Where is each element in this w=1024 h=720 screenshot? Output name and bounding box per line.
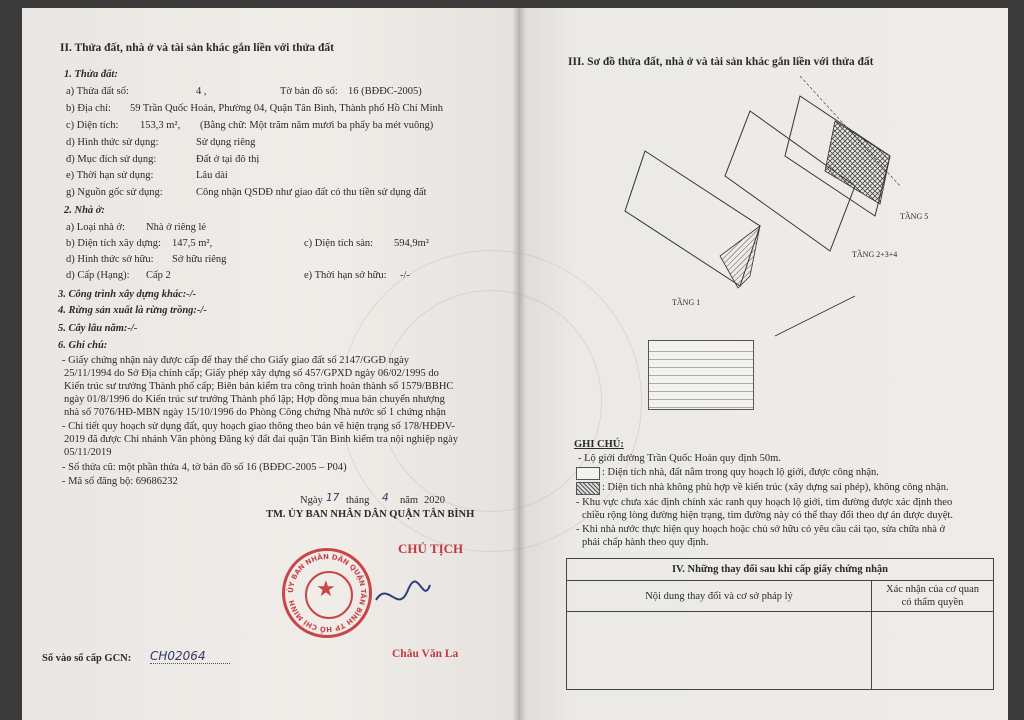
own-term-value: -/- [400,270,410,281]
own-term-label: e) Thời hạn sở hữu: [304,270,387,281]
origin-label: g) Nguồn gốc sử dụng: [66,187,163,198]
legend-line: : Diện tích nhà không phù hợp về kiến trúc (xây dựng sai phép), không công nhận. [602,482,949,493]
term-label: e) Thời hạn sử dụng: [66,170,154,181]
signer-name: Châu Văn La [392,648,459,660]
changes-col-confirm [872,581,994,612]
notes-heading: 6. Ghi chú: [58,340,108,351]
house-type-value: Nhà ở riêng lẻ [146,222,207,233]
legend-swatch-plain [576,467,600,480]
note-line: 25/11/1994 do Sở Địa chính cấp; Giấy phép xây dựng số 457/GPXD ngày 06/02/1995 do [64,368,439,379]
note-line: - Số thửa cũ: một phần thửa 4, tờ bản đồ số 16 (BĐĐC-2005 – P04) [62,462,347,473]
note-line: Kiến trúc sư trưởng Thành phố cấp; Biên bản kiểm tra công trình hoàn thành số 1579/BBHC [64,381,454,392]
house-type-label: a) Loại nhà ở: [66,222,125,233]
legend-swatch-hatched [576,482,600,495]
floor-area-value: 594,9m² [394,238,429,249]
purpose-label: đ) Mục đích sử dụng: [66,154,157,165]
use-form-value: Sử dụng riêng [196,137,256,148]
note-line: 05/11/2019 [64,447,112,458]
coordinate-table [648,340,754,410]
chair-title: CHỦ TỊCH [398,541,464,556]
changes-table [566,558,994,690]
section2-title: II. Thửa đất, nhà ở và tài sản khác gắn liền với thửa đất [60,42,334,54]
note-line: - Mã số đăng bộ: 69686232 [62,476,178,487]
date-month: 4 [382,492,389,504]
note-line: ngày 01/8/1996 do Kiến trúc sư trưởng Thành phố lập; Hợp đồng mua bán chuyển nhượng [64,394,445,405]
build-area-label: b) Diện tích xây dựng: [66,238,161,249]
floor-label-3: TẦNG 5 [900,212,929,221]
changes-empty-cell [567,612,872,690]
parcel-diagram [600,76,940,346]
origin-value: Công nhận QSDĐ như giao đất có thu tiền sử dụng đất [196,187,427,198]
date-year-label: năm [400,495,419,506]
house-heading: 2. Nhà ở: [64,205,105,216]
map-value: 16 (BĐĐC-2005) [348,86,422,97]
date-year: 2020 [424,495,445,506]
confirm-line-1: Xác nhận của cơ quan [885,584,979,595]
legend-line: - Lộ giới đường Trần Quốc Hoản quy định 50m. [578,453,781,464]
changes-col-content: Nội dung thay đổi và cơ sở pháp lý [567,581,872,612]
floor-label-2: TẦNG 2+3+4 [852,250,898,259]
area-words: (Bằng chữ: Một trăm năm mươi ba phẩy ba mét vuông) [200,120,434,131]
planted-forest: 4. Rừng sản xuất là rừng trồng:-/- [58,305,207,316]
date-month-label: tháng [346,495,370,506]
own-form-label: d) Hình thức sở hữu: [66,254,154,265]
legend-line: phải chấp hành theo quy định. [582,537,709,548]
purpose-value: Đất ở tại đô thị [196,154,260,165]
note-line: - Giấy chứng nhận này được cấp để thay thế cho Giấy giao đất số 2147/GGĐ ngày [62,355,410,366]
section3-title: III. Sơ đồ thửa đất, nhà ở và tài sản khác gắn liền với thửa đất [568,56,874,68]
area-label: c) Diện tích: [66,120,119,131]
star-icon: ★ [316,576,336,601]
perennial-trees: 5. Cây lâu năm:-/- [58,323,138,334]
area-value: 153,3 m², [140,120,181,131]
parcel-label: a) Thửa đất số: [66,86,129,97]
build-area-value: 147,5 m², [172,238,213,249]
term-value: Lâu dài [196,170,228,181]
other-construction: 3. Công trình xây dựng khác:-/- [58,289,197,300]
floor-label-1: TẦNG 1 [672,298,701,307]
address-value: 59 Trần Quốc Hoản, Phường 04, Quận Tân Bình, Thành phố Hồ Chí Minh [130,103,444,114]
map-label: Tờ bản đồ số: [280,86,338,97]
seal-text: ỦY BAN NHÂN DÂN QUẬN TÂN BÌNH TP HỒ CHÍ MINH [286,552,368,634]
section4-title: IV. Những thay đổi sau khi cấp giấy chứng nhận [567,559,994,581]
date-prefix: Ngày [300,495,323,506]
official-seal [282,548,372,638]
note-line: nhà số 7076/HĐ-MBN ngày 15/10/1996 do Phòng Công chứng Nhà nước số 1 chứng nhận [64,407,446,418]
parcel-value: 4 , [196,86,207,97]
land-heading: 1. Thửa đất: [64,69,118,80]
note-line: 2019 đã được Chi nhánh Văn phòng Đăng ký đất đai quận Tân Bình kiểm tra nội nghiệp ngày [64,434,459,445]
legend-line: - Khu vực chưa xác định chính xác ranh quy hoạch lộ giới, tim đường được xác định theo [576,497,953,508]
confirm-line-2: có thẩm quyền [901,597,964,608]
floor-area-label: c) Diện tích sàn: [304,238,374,249]
register-label: Số vào sổ cấp GCN: [42,653,132,664]
grade-label: d) Cấp (Hạng): [66,270,130,281]
note-line: - Chi tiết quy hoạch sử dụng đất, quy hoạch giao thông theo bản vẽ hiện trạng số 178/HĐĐV- [62,421,455,432]
legend-title: GHI CHÚ: [574,439,624,450]
legend-line: : Diện tích nhà, đất nằm trong quy hoạch lộ giới, được công nhận. [602,467,879,478]
register-value: CH02064 [150,650,230,664]
legend-line: - Khi nhà nước thực hiện quy hoạch hoặc chủ sở hữu có yêu cầu cải tạo, sửa chữa nhà ở [576,524,946,535]
changes-empty-cell [872,612,994,690]
own-form-value: Sở hữu riêng [172,254,227,265]
date-day: 17 [326,492,340,504]
authority: TM. ỦY BAN NHÂN DÂN QUẬN TÂN BÌNH [266,509,475,520]
legend-line: chiều rộng lòng đường hiện trạng, tim đường này có thể thay đổi theo dự án được duyệt. [582,510,953,521]
address-label: b) Địa chỉ: [66,103,111,114]
signature-scribble [368,570,448,620]
use-form-label: d) Hình thức sử dụng: [66,137,159,148]
grade-value: Cấp 2 [146,270,171,281]
